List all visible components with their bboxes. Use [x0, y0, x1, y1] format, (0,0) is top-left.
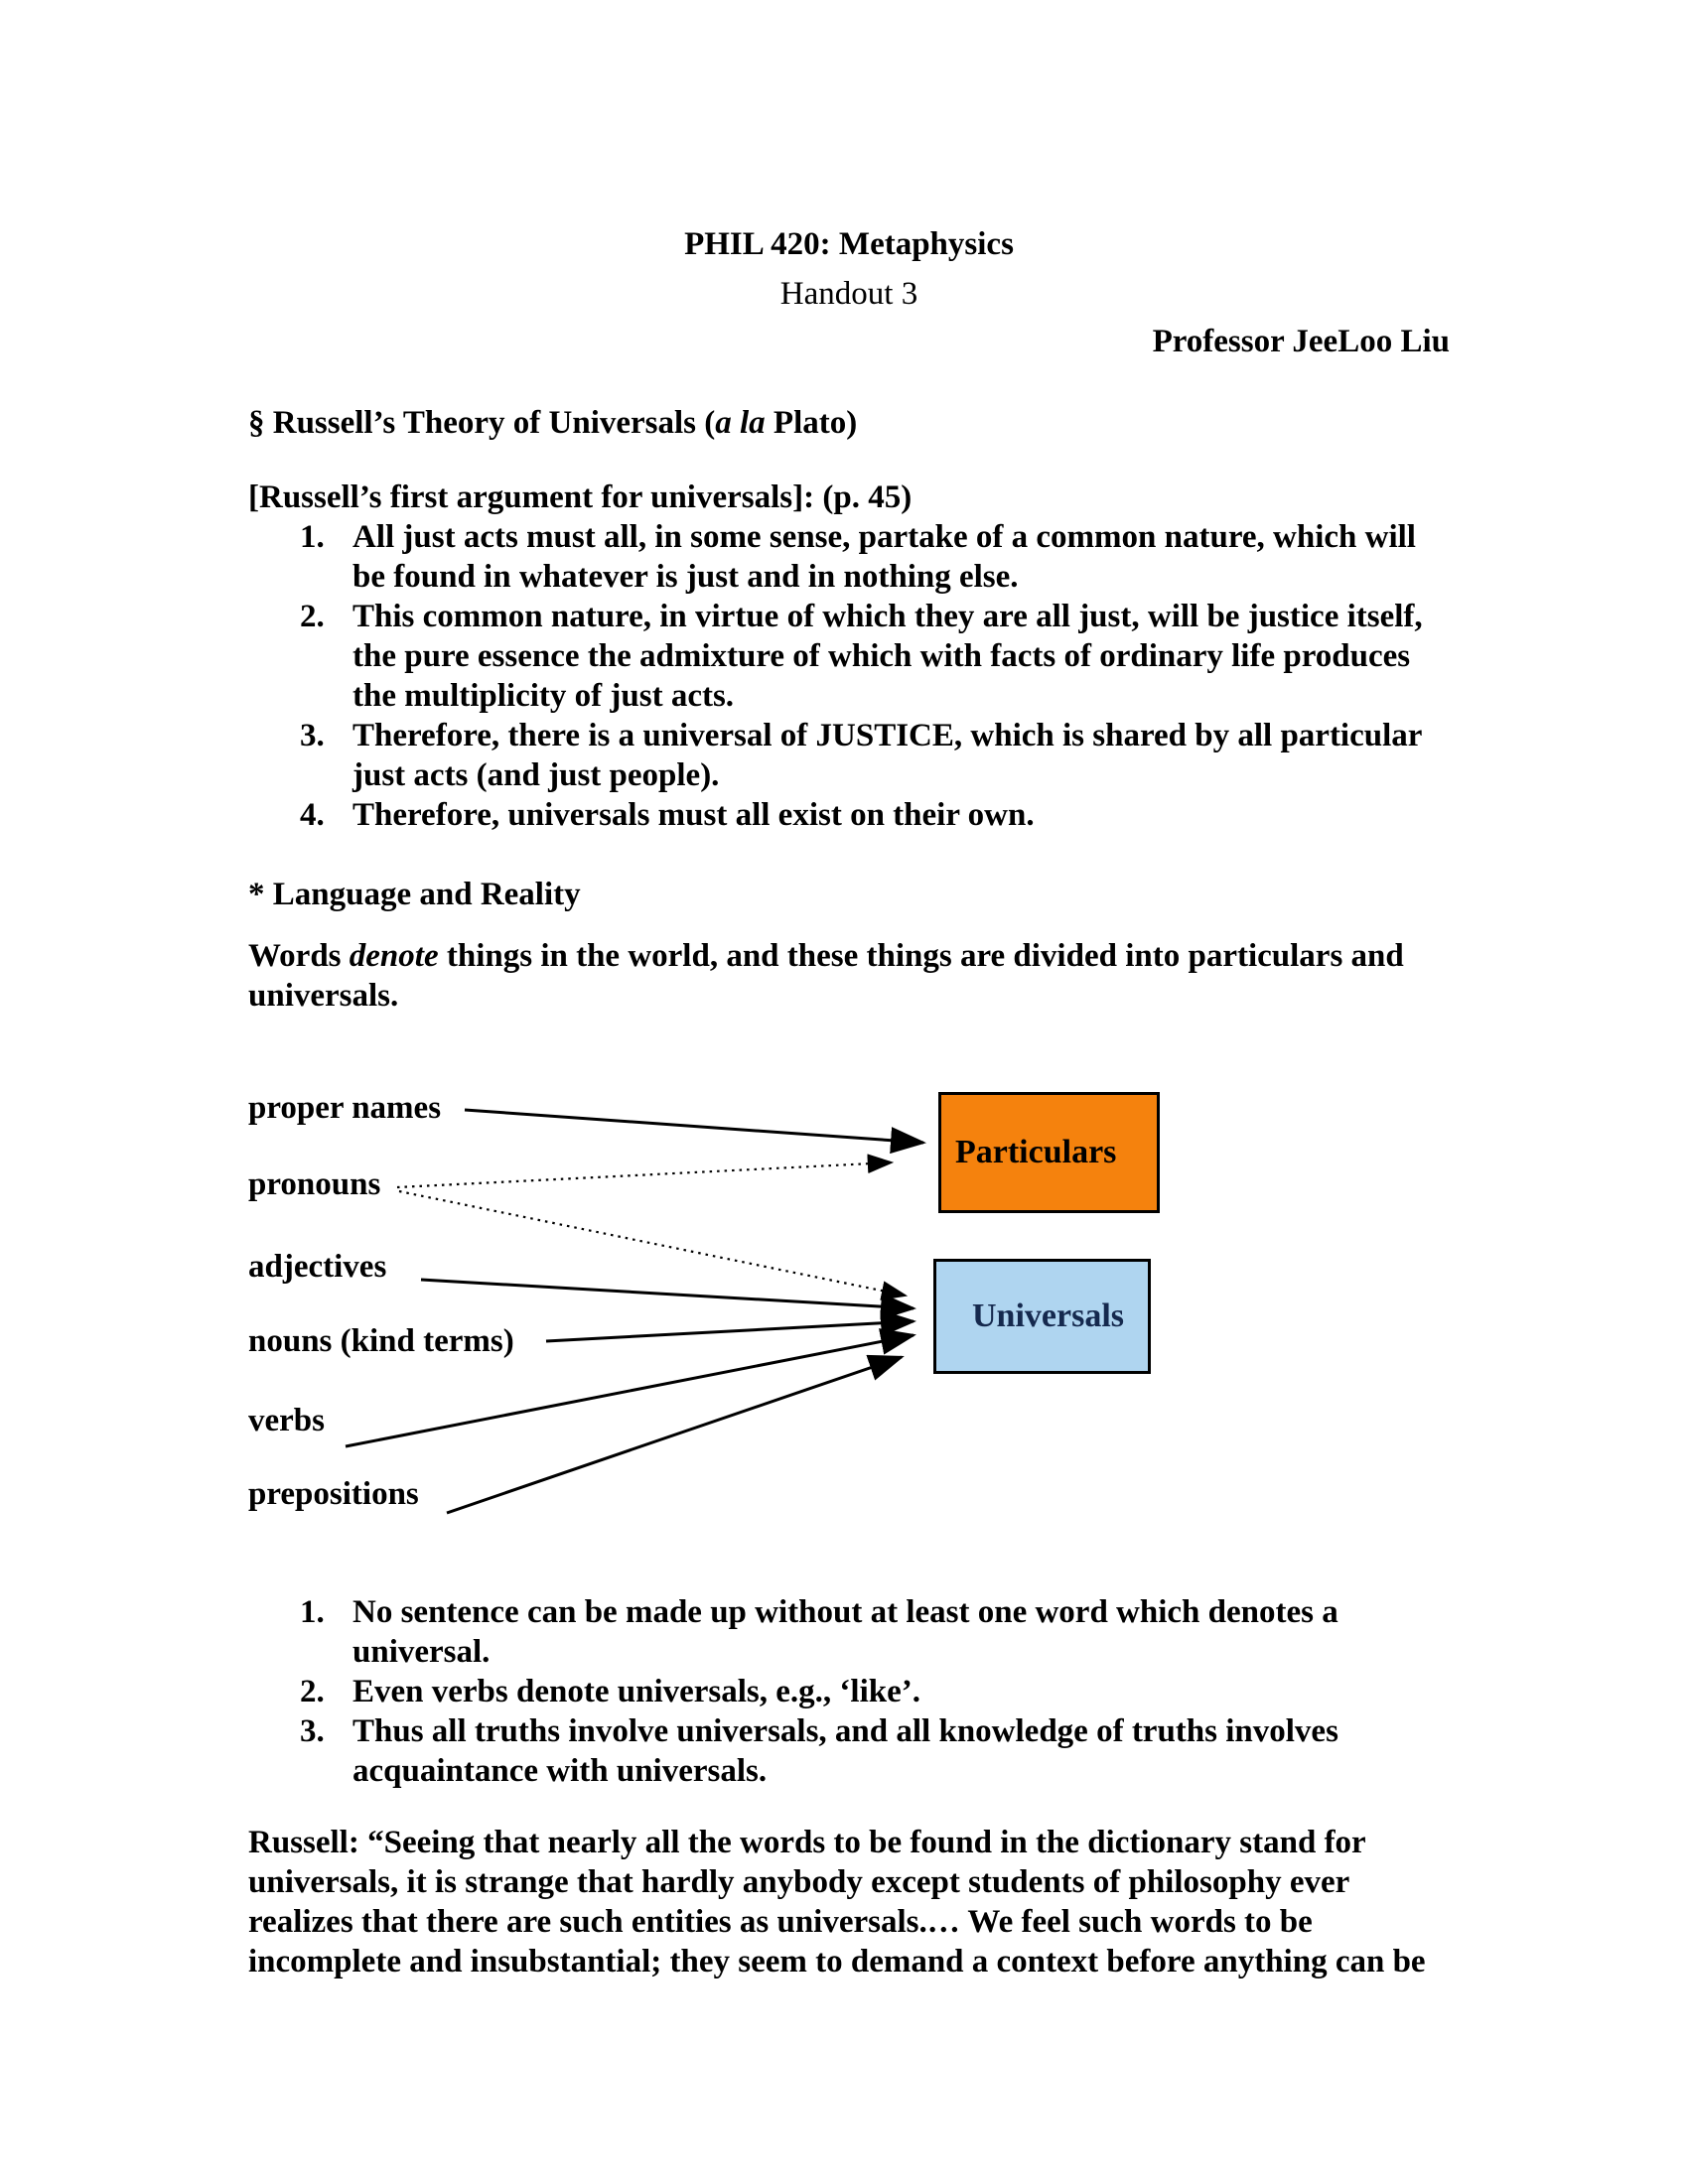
diagram-label-adjectives: adjectives	[248, 1249, 387, 1285]
argument-header: [Russell’s first argument for universals]: (p. 45)	[248, 479, 913, 515]
list-item-text: Therefore, universals must all exist on their own.	[352, 797, 1035, 833]
list-item-text: Even verbs denote universals, e.g., ‘like’.	[352, 1674, 920, 1709]
argument-list-item	[248, 716, 1450, 795]
list-item-text: Thus all truths involve universals, and all knowledge of truths involves acquaintance with universals.	[352, 1713, 1338, 1789]
universals-box-label: Universals	[972, 1297, 1124, 1334]
diagram-label-nouns: nouns (kind terms)	[248, 1323, 514, 1359]
russell-quote: Russell: “Seeing that nearly all the words to be found in the dictionary stand for universals, it is strange that hardly anybody except students of philosophy ever realizes that there are such entities as universals.… We feel such words to be incomplete and insubstantial; they seem to demand a context before anything can be	[248, 1825, 1426, 1979]
notes-list-item	[248, 1672, 1450, 1711]
arrow-pronouns-to-particulars	[397, 1162, 892, 1187]
notes-list	[248, 1592, 1450, 1791]
list-item-text: All just acts must all, in some sense, partake of a common nature, which will be found in whatever is just and in nothing else.	[352, 519, 1416, 595]
words-paragraph-suffix: things in the world, and these things are divided into particulars and universals.	[248, 938, 1404, 1014]
section-heading-suffix: Plato)	[765, 405, 858, 441]
list-item-text: Therefore, there is a universal of JUSTICE, which is shared by all particular just acts (and just people).	[352, 718, 1422, 793]
notes-list-item	[248, 1592, 1450, 1672]
particulars-box-label: Particulars	[955, 1134, 1117, 1170]
course-title: PHIL 420: Metaphysics	[684, 226, 1014, 262]
words-paragraph-prefix: Words	[248, 938, 350, 974]
language-reality-heading: * Language and Reality	[248, 877, 581, 912]
words-paragraph	[248, 936, 1458, 1016]
words-diagram	[0, 1042, 1688, 1539]
diagram-label-verbs: verbs	[248, 1403, 325, 1438]
section-heading-prefix: § Russell’s Theory of Universals (	[248, 405, 716, 441]
universals-box	[933, 1259, 1151, 1374]
arrow-adjectives-to-universals	[421, 1280, 914, 1308]
list-number: 2.	[300, 1674, 325, 1709]
argument-list-item	[248, 597, 1450, 716]
section-heading-italic: a la	[715, 405, 766, 441]
section-heading	[248, 403, 1450, 443]
list-number: 1.	[300, 519, 325, 555]
notes-list-item	[248, 1711, 1450, 1791]
list-number: 3.	[300, 718, 325, 753]
professor-name: Professor JeeLoo Liu	[1152, 324, 1450, 359]
list-number: 2.	[300, 599, 325, 634]
arrow-proper-names-to-particulars	[465, 1110, 923, 1143]
list-number: 3.	[300, 1713, 325, 1749]
list-item-text: This common nature, in virtue of which they are all just, will be justice itself, the pure essence the admixture of which with facts of ordinary life produces the multiplicity of just acts.	[352, 599, 1423, 714]
list-number: 1.	[300, 1594, 325, 1630]
arrow-pronouns-to-universals	[399, 1191, 906, 1296]
arrow-prepositions-to-universals	[447, 1357, 902, 1513]
handout-number: Handout 3	[779, 276, 918, 312]
list-item-text: No sentence can be made up without at least one word which denotes a universal.	[352, 1594, 1338, 1670]
particulars-box	[938, 1092, 1160, 1213]
words-paragraph-italic: denote	[349, 938, 439, 974]
list-number: 4.	[300, 797, 325, 833]
diagram-label-prepositions: prepositions	[248, 1476, 419, 1512]
argument-list-item	[248, 795, 1450, 835]
argument-list	[248, 517, 1450, 835]
argument-list-item	[248, 517, 1450, 597]
diagram-label-pronouns: pronouns	[248, 1166, 381, 1202]
diagram-label-proper-names: proper names	[248, 1090, 442, 1126]
arrow-nouns-to-universals	[546, 1321, 914, 1341]
